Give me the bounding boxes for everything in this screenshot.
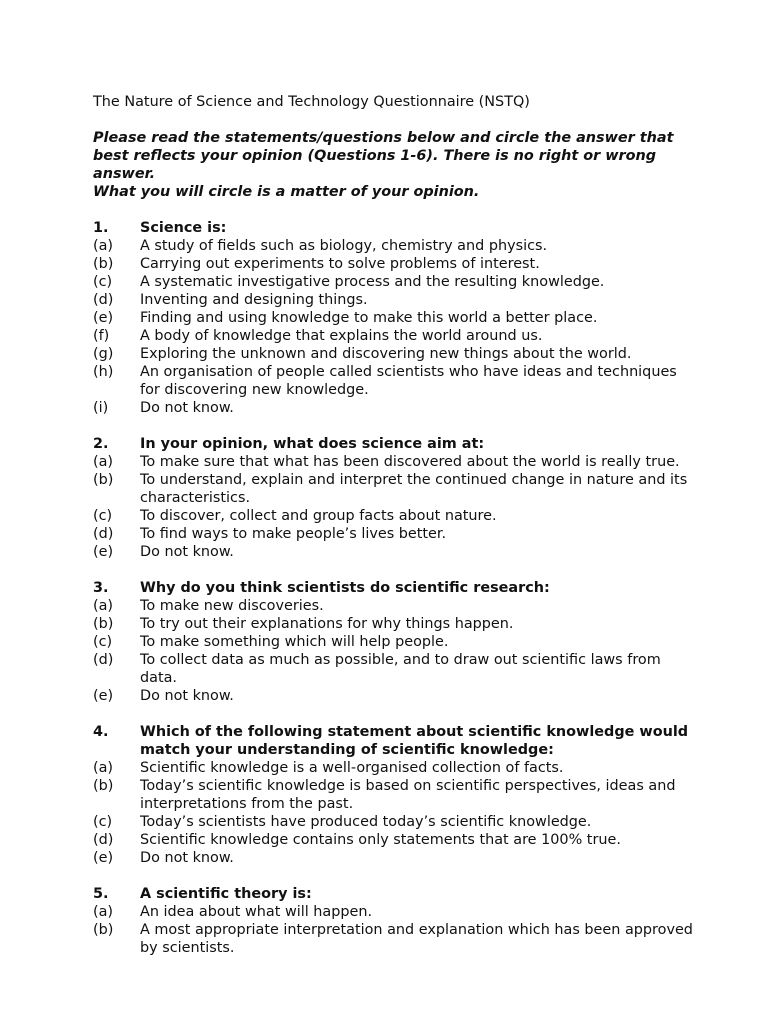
option-letter: (a) [93, 760, 114, 776]
instructions-paragraph: Please read the statements/questions below and circle the answer that best reflects your opinion (Questions 1-6). There is no right or wrong answer. [93, 130, 674, 182]
document-title: The Nature of Science and Technology Questionnaire (NSTQ) [93, 94, 530, 110]
option-letter: (i) [93, 400, 109, 416]
answer-option[interactable] [93, 543, 693, 561]
option-text: Do not know. [140, 688, 234, 704]
answer-option[interactable] [93, 687, 693, 705]
option-letter: (g) [93, 346, 114, 362]
question-number: 1. [93, 220, 109, 236]
option-letter: (d) [93, 292, 114, 308]
option-letter: (d) [93, 832, 114, 848]
option-text: To make sure that what has been discovered about the world is really true. [140, 454, 680, 470]
question-5 [93, 885, 693, 957]
answer-option[interactable] [93, 831, 693, 849]
question-text: Why do you think scientists do scientific research: [140, 580, 550, 596]
answer-option[interactable] [93, 651, 693, 687]
option-letter: (c) [93, 274, 113, 290]
option-text: Do not know. [140, 850, 234, 866]
question-number: 2. [93, 436, 109, 452]
option-text: To make new discoveries. [140, 598, 324, 614]
option-text: A body of knowledge that explains the world around us. [140, 328, 543, 344]
option-text: To discover, collect and group facts about nature. [140, 508, 497, 524]
answer-option[interactable] [93, 255, 693, 273]
answer-option[interactable] [93, 471, 693, 507]
option-text: To collect data as much as possible, and to draw out scientific laws from data. [140, 652, 661, 686]
answer-option[interactable] [93, 849, 693, 867]
option-letter: (f) [93, 328, 110, 344]
question-heading [93, 579, 693, 597]
answer-option[interactable] [93, 273, 693, 291]
option-letter: (b) [93, 922, 114, 938]
option-text: Do not know. [140, 544, 234, 560]
question-text: In your opinion, what does science aim at: [140, 436, 485, 452]
option-text: An organisation of people called scientists who have ideas and techniques for discovering new knowledge. [140, 364, 677, 398]
answer-option[interactable] [93, 777, 693, 813]
option-text: Today’s scientists have produced today’s scientific knowledge. [140, 814, 592, 830]
question-text: Science is: [140, 220, 227, 236]
answer-option[interactable] [93, 921, 693, 957]
option-text: A most appropriate interpretation and explanation which has been approved by scientists. [140, 922, 693, 956]
answer-option[interactable] [93, 363, 693, 399]
answer-option[interactable] [93, 345, 693, 363]
option-letter: (e) [93, 544, 114, 560]
option-text: Finding and using knowledge to make this world a better place. [140, 310, 598, 326]
answer-option[interactable] [93, 633, 693, 651]
option-text: Scientific knowledge contains only statements that are 100% true. [140, 832, 621, 848]
answer-option[interactable] [93, 525, 693, 543]
question-heading [93, 219, 693, 237]
answer-option[interactable] [93, 291, 693, 309]
question-text: Which of the following statement about scientific knowledge would match your understanding of scientific knowledge: [140, 724, 689, 758]
option-letter: (c) [93, 634, 113, 650]
option-letter: (c) [93, 508, 113, 524]
option-letter: (e) [93, 850, 114, 866]
answer-option[interactable] [93, 597, 693, 615]
question-text: A scientific theory is: [140, 886, 312, 902]
option-text: To understand, explain and interpret the continued change in nature and its characteristics. [140, 472, 688, 506]
answer-option[interactable] [93, 507, 693, 525]
answer-option[interactable] [93, 759, 693, 777]
option-letter: (b) [93, 778, 114, 794]
option-letter: (e) [93, 310, 114, 326]
question-heading [93, 435, 693, 453]
option-letter: (a) [93, 238, 114, 254]
answer-option[interactable] [93, 309, 693, 327]
option-letter: (d) [93, 526, 114, 542]
question-number: 3. [93, 580, 109, 596]
option-text: Carrying out experiments to solve problems of interest. [140, 256, 540, 272]
option-text: An idea about what will happen. [140, 904, 373, 920]
option-letter: (a) [93, 904, 114, 920]
answer-option[interactable] [93, 903, 693, 921]
answer-option[interactable] [93, 813, 693, 831]
option-letter: (e) [93, 688, 114, 704]
instructions-paragraph: What you will circle is a matter of your opinion. [93, 184, 480, 200]
option-letter: (b) [93, 256, 114, 272]
document-content [93, 93, 693, 975]
option-letter: (c) [93, 814, 113, 830]
answer-option[interactable] [93, 327, 693, 345]
option-text: To make something which will help people. [140, 634, 449, 650]
option-letter: (b) [93, 616, 114, 632]
question-2 [93, 435, 693, 561]
answer-option[interactable] [93, 453, 693, 471]
answer-option[interactable] [93, 399, 693, 417]
option-text: A study of fields such as biology, chemistry and physics. [140, 238, 548, 254]
option-letter: (a) [93, 598, 114, 614]
question-number: 5. [93, 886, 109, 902]
question-heading [93, 885, 693, 903]
option-text: Scientific knowledge is a well-organised collection of facts. [140, 760, 564, 776]
option-text: Exploring the unknown and discovering new things about the world. [140, 346, 632, 362]
question-1 [93, 219, 693, 417]
option-text: A systematic investigative process and the resulting knowledge. [140, 274, 605, 290]
question-3 [93, 579, 693, 705]
answer-option[interactable] [93, 615, 693, 633]
question-number: 4. [93, 724, 109, 740]
option-text: Do not know. [140, 400, 234, 416]
option-letter: (b) [93, 472, 114, 488]
option-letter: (h) [93, 364, 114, 380]
option-letter: (a) [93, 454, 114, 470]
question-heading [93, 723, 693, 759]
option-text: Inventing and designing things. [140, 292, 368, 308]
question-4 [93, 723, 693, 867]
answer-option[interactable] [93, 237, 693, 255]
option-letter: (d) [93, 652, 114, 668]
option-text: Today’s scientific knowledge is based on scientific perspectives, ideas and interpretations from the past. [140, 778, 676, 812]
option-text: To find ways to make people’s lives better. [140, 526, 447, 542]
instructions [93, 129, 693, 201]
option-text: To try out their explanations for why things happen. [140, 616, 514, 632]
